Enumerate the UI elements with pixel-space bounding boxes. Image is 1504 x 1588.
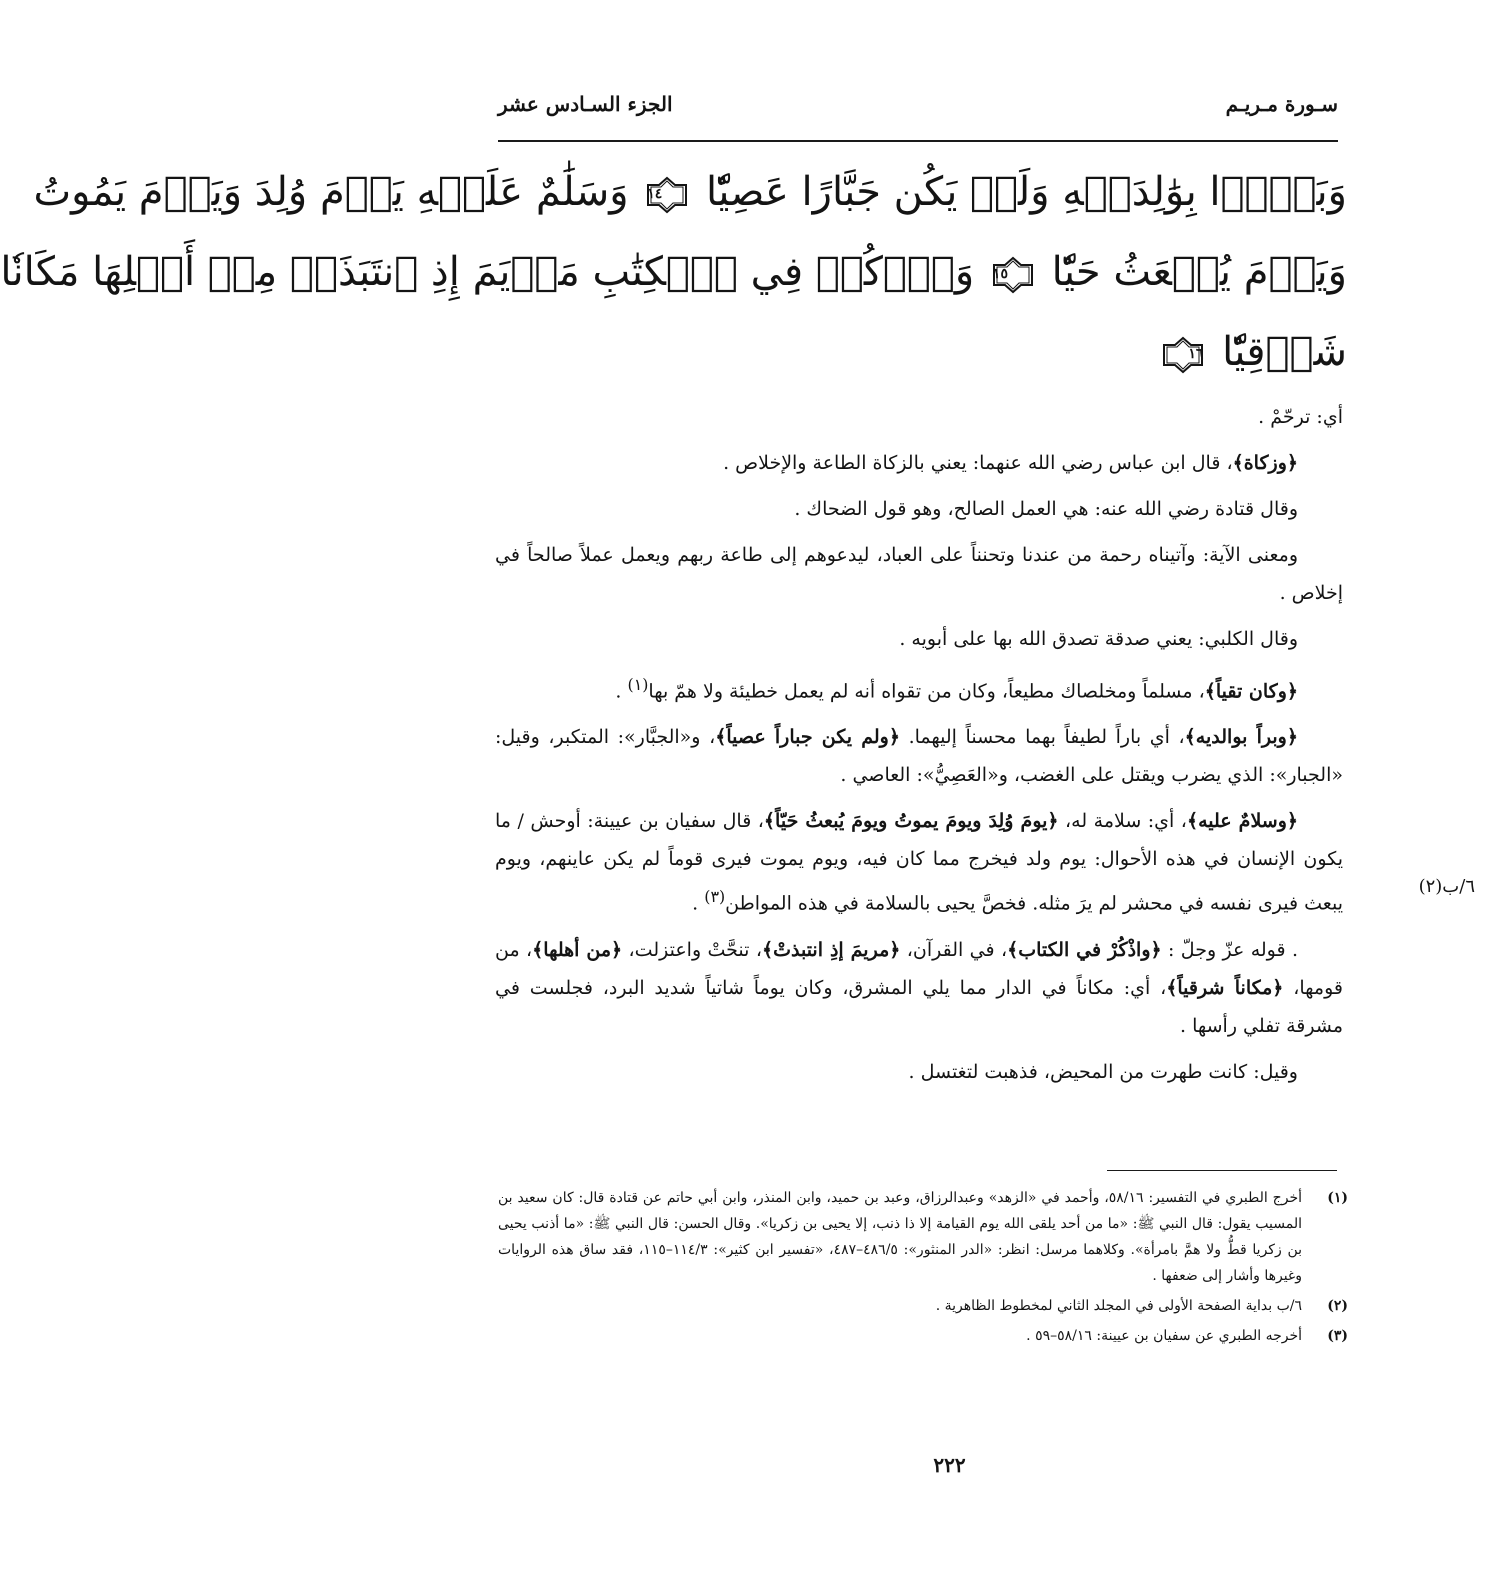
paragraph: [495, 802, 1343, 922]
quoted-term: ﴿مريمَ إذِ انتبذتْ﴾: [761, 938, 901, 961]
quoted-term: ﴿من أهلها﴾: [532, 938, 623, 961]
footnote: [498, 1185, 1348, 1289]
footnote: [498, 1293, 1348, 1319]
paragraph-text: ، أي: مكاناً في الدار مما يلي المشرق، وكان يوماً شاتياً شديد البرد، فجلست في مشرقة تفلي رأسها .: [495, 976, 1343, 1037]
paragraph-text: ، تنحَّتْ واعتزلت،: [622, 938, 762, 961]
paragraph: [495, 931, 1343, 1045]
paragraph-text: ، من قومها،: [495, 938, 1343, 999]
footnote-text: أخرجه الطبري عن سفيان بن عيينة: ٥٨/١٦–٥٩ .: [1026, 1328, 1302, 1344]
paragraph: [495, 666, 1343, 710]
paragraph-text: ، قال ابن عباس رضي الله عنهما: يعني بالزكاة الطاعة والإخلاص .: [723, 452, 1233, 474]
paragraph-text: ، مسلماً ومخلصاك مطيعاً، وكان من تقواه أنه لم يعمل خطيئة ولا همّ بها: [648, 680, 1205, 703]
paragraph: [495, 718, 1343, 794]
paragraph: أي: ترحّمْ .: [1258, 406, 1343, 428]
quoted-term: ﴿مكاناً شرقياً﴾: [1166, 976, 1284, 999]
paragraph-text: ، قال سفيان بن عيينة: أوحش / ما يكون الإنسان في هذه الأحوال: يوم ولد فيخرج مما كان فيه، ويوم يموت فيرى قوماً لم يكن عاينهم، ويوم يبعث فيرى نفسه في محشر لم يرَ مثله. فخصَّ يحيى بالسلامة في هذه المواطن: [495, 810, 1343, 915]
verse-line-1: [33, 152, 1347, 232]
footnote-number: (٣): [1327, 1328, 1348, 1344]
quoted-term: ﴿وسلامٌ عليه﴾: [1186, 810, 1299, 833]
ayah-marker-icon: [1163, 337, 1203, 373]
paragraph-text: ، و«الجبَّار»: المتكبر، وقيل: «الجبار»: الذي يضرب ويقتل على الغضب، و«العَصِيُّ»: العاصي .: [495, 726, 1343, 787]
paragraph-text: ، أي باراً لطيفاً بهما محسناً إليهما.: [899, 726, 1185, 749]
page-number: ٢٢٢: [933, 1453, 966, 1477]
quoted-term: ﴿وبراً بوالديه﴾: [1184, 726, 1298, 749]
paragraph: وقيل: كانت طهرت من المحيض، فذهبت لتغتسل .: [908, 1060, 1298, 1083]
footnote-ref: (٣): [704, 887, 726, 907]
quoted-term: ﴿ولم يكن جباراً عصياً﴾: [715, 726, 900, 749]
verse-text: وَبَرًّۢا بِوَٰلِدَيۡهِ وَلَمۡ يَكُن جَبَّارًا عَصِيّٗا: [706, 169, 1347, 215]
footnote: [498, 1323, 1348, 1349]
footnote-text: ٦/ب بداية الصفحة الأولى في المجلد الثاني لمخطوط الظاهرية .: [935, 1298, 1302, 1314]
ayah-number: ١٤: [647, 186, 663, 202]
manuscript-margin-note: ٦/ب(٢): [1418, 876, 1475, 897]
footnotes: [498, 1185, 1348, 1353]
paragraph: [495, 444, 1343, 482]
paragraph: ومعنى الآية: وآتيناه رحمة من عندنا وتحنناً على العباد، ليدعوهم إلى طاعة ربهم ويعمل عملاً صالحاً في إخلاص .: [495, 544, 1343, 604]
footnote-ref: (١): [627, 675, 649, 694]
verse-line-3: [485, 312, 1347, 392]
verse-text: وَيَوۡمَ يُبۡعَثُ حَيّٗا: [1051, 249, 1347, 295]
quoted-term: ﴿واذْكُرْ في الكتاب﴾: [1007, 938, 1162, 961]
ayah-marker-icon: [993, 257, 1033, 293]
verse-line-2: [0, 232, 1347, 312]
verse-text: وَٱذۡكُرۡ فِي ٱلۡكِتَٰبِ مَرۡيَمَ إِذِ ٱنتَبَذَتۡ مِنۡ أَهۡلِهَا مَكَانٗا: [0, 249, 975, 295]
quoted-term: ﴿وكان تقياً﴾: [1204, 680, 1298, 703]
surah-title: سـورة مـريـم: [1225, 92, 1338, 116]
paragraph: وقال قتادة رضي الله عنه: هي العمل الصالح، وهو قول الضحاك .: [794, 498, 1298, 520]
commentary-body: [495, 398, 1343, 1099]
running-header: [498, 92, 1338, 132]
paragraph-text: ، في القرآن،: [900, 938, 1008, 961]
part-title: الجزء السـادس عشر: [498, 92, 673, 116]
ayah-number: ١٦: [1188, 346, 1204, 362]
paragraph-text: .: [692, 892, 705, 915]
footnote-number: (١): [1327, 1190, 1348, 1206]
quoted-term: ﴿يومَ وُلِدَ ويومَ يموتُ ويومَ يُبعثُ حَيّاً﴾: [763, 810, 1059, 833]
ayah-marker-icon: [647, 177, 687, 213]
verse-text: وَسَلَٰمٌ عَلَيۡهِ يَوۡمَ وُلِدَ وَيَوۡمَ يَمُوتُ: [33, 169, 629, 215]
paragraph-text: . قوله عزّ وجلّ :: [1161, 938, 1298, 961]
paragraph: وقال الكلبي: يعني صدقة تصدق الله بها على أبويه .: [899, 628, 1298, 650]
footnote-text: أخرج الطبري في التفسير: ٥٨/١٦، وأحمد في «الزهد» وعبدالرزاق، وعبد بن حميد، وابن المنذر، وابن أبي حاتم عن قتادة قال: كان سعيد بن المسيب يقول: قال النبي ﷺ: «ما من أحد يلقى الله يوم القيامة إلا ذا ذنب، إلا يحيى بن زكريا». وقال الحسن: قال النبي ﷺ: «ما أذنب يحيى بن زكريا قطُّ ولا همَّ بامرأة». وكلاهما مرسل: انظر: «الدر المنثور»: ٤٨٦/٥–٤٨٧، «تفسير ابن كثير»: ١١٤/٣–١١٥، فقد ساق هذه الروايات وغيرها وأشار إلى ضعفها .: [498, 1190, 1302, 1284]
paragraph-text: ، أي: سلامة له،: [1058, 810, 1187, 833]
verse-text: شَرۡقِيّٗا: [1222, 329, 1347, 375]
footnote-number: (٢): [1327, 1298, 1348, 1314]
ayah-number: ١٥: [992, 266, 1008, 282]
paragraph-text: .: [615, 680, 628, 703]
footnote-rule: [1107, 1170, 1337, 1171]
header-rule: [498, 140, 1338, 142]
quran-verse-block: [0, 152, 1347, 392]
quoted-term: ﴿وزكاة﴾: [1232, 452, 1298, 474]
